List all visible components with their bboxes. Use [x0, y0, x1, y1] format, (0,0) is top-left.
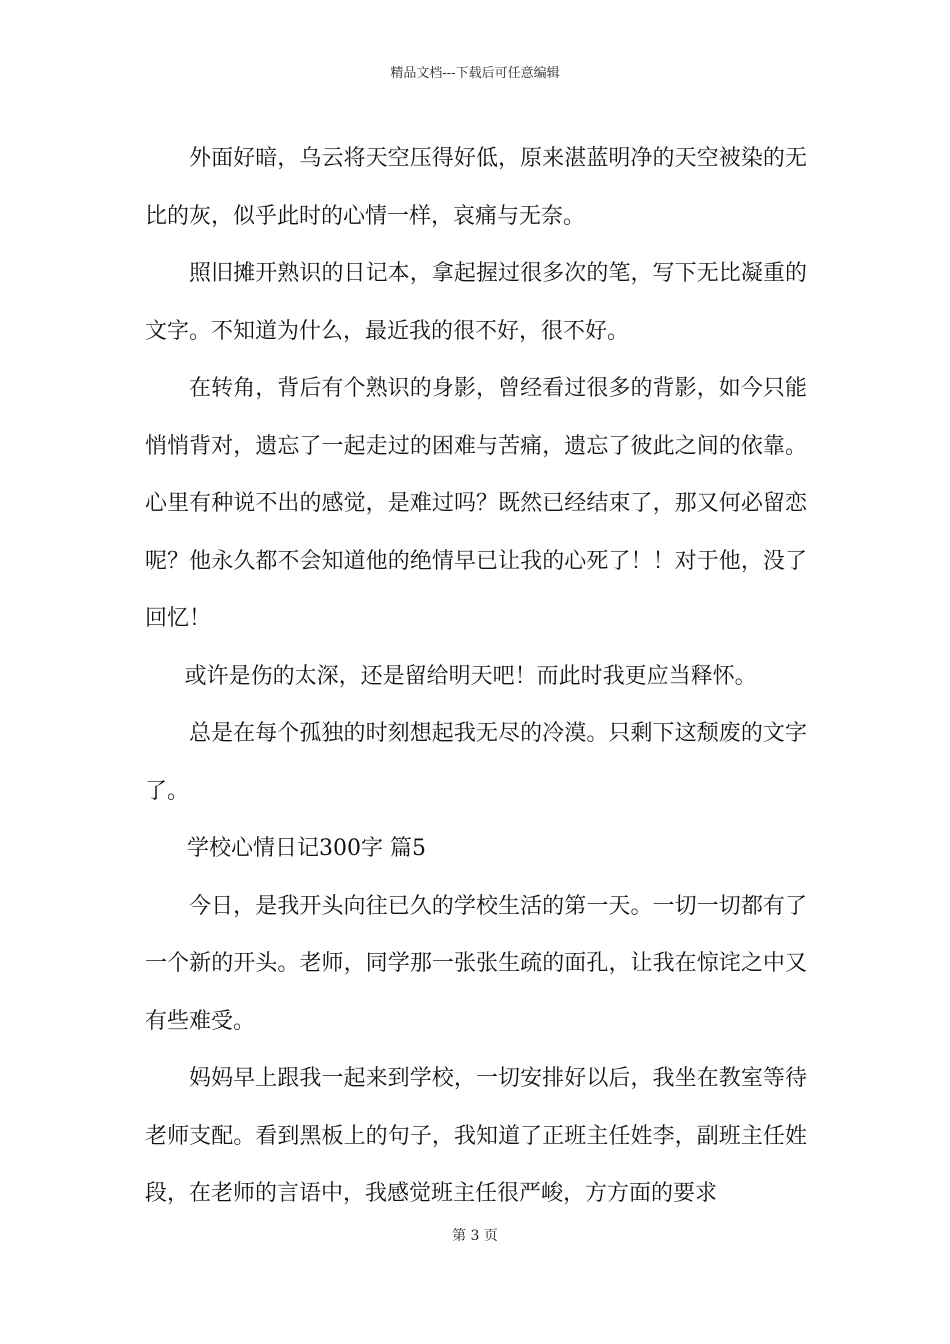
- paragraph-4: 或许是伤的太深，还是留给明天吧！而此时我更应当释怀。: [184, 663, 757, 689]
- section-paragraph-1: 今日，是我开头向往已久的学校生活的第一天。一切一切都有了一个新的开头。老师，同学那一张张生疏的面孔，让我在惊诧之中又有些难受。: [145, 893, 807, 1034]
- page-number: 第 3 页: [452, 1228, 498, 1244]
- paragraph-5: 总是在每个孤独的时刻想起我无尽的冷漠。只剩下这颓废的文字了。: [145, 721, 807, 804]
- paragraph-1: 外面好暗，乌云将天空压得好低，原来湛蓝明净的天空被染的无比的灰，似乎此时的心情一样，哀痛与无奈。: [145, 146, 807, 229]
- paragraph-3: 在转角，背后有个熟识的身影，曾经看过很多的背影，如今只能悄悄背对，遗忘了一起走过的困难与苦痛，遗忘了彼此之间的依靠。心里有种说不出的感觉，是难过吗？既然已经结束了，那又何必留恋呢？他永久都不会知道他的绝情早已让我的心死了！！对于他，没了回忆！: [145, 376, 807, 631]
- section-title: 学校心情日记300字 篇5: [187, 836, 426, 861]
- page-header: 精品文档---下载后可任意编辑: [390, 66, 560, 81]
- paragraph-2: 照旧摊开熟识的日记本，拿起握过很多次的笔，写下无比凝重的文字。不知道为什么，最近我的很不好，很不好。: [145, 261, 807, 344]
- document-body: [145, 130, 807, 1223]
- section-paragraph-2: 妈妈早上跟我一起来到学校，一切安排好以后，我坐在教室等待老师支配。看到黑板上的句子，我知道了正班主任姓李，副班主任姓段，在老师的言语中，我感觉班主任很严峻，方方面的要求: [145, 1066, 807, 1206]
